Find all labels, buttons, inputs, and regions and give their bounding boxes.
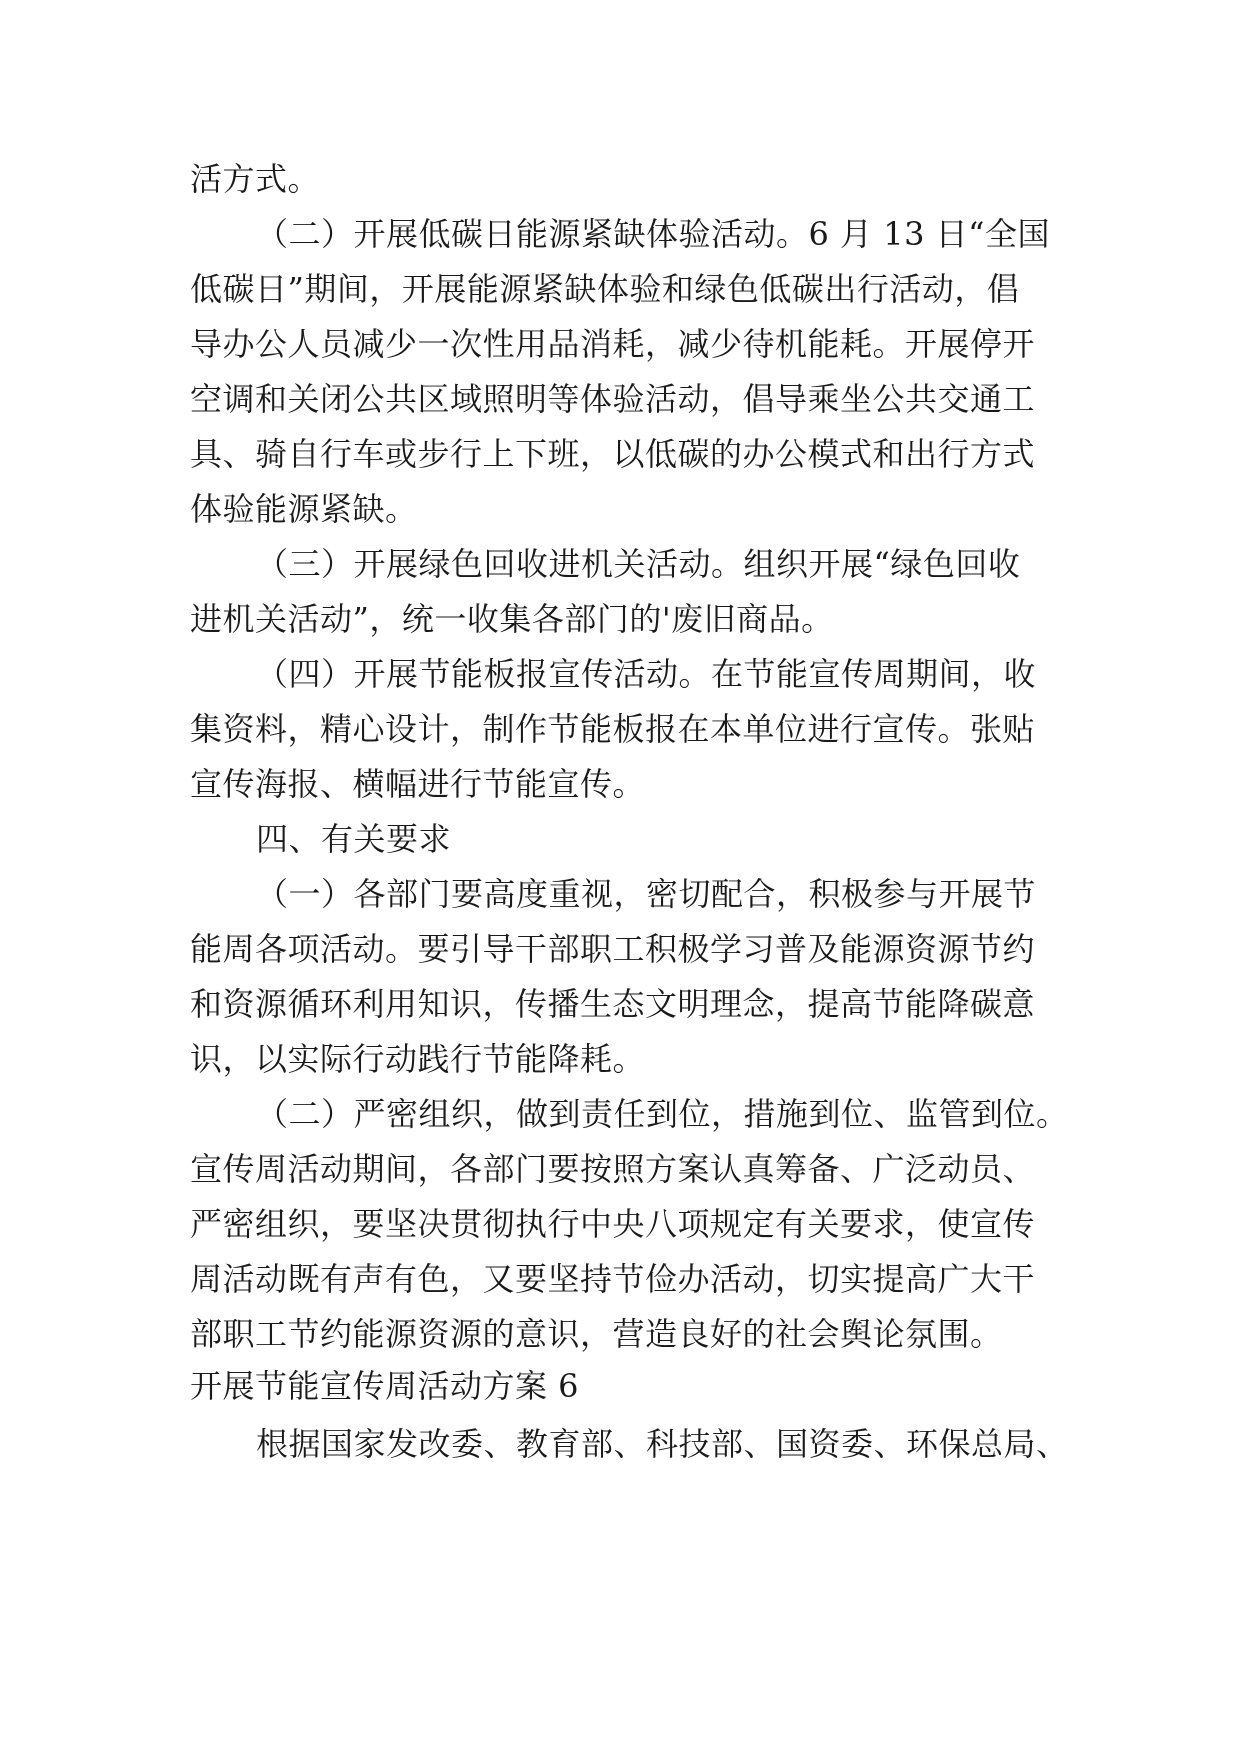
text-line: 低碳日”期间，开展能源紧缺体验和绿色低碳出行活动，倡 [190, 270, 1020, 308]
text-line: 体验能源紧缺。 [190, 490, 418, 528]
text-line: 宣传海报、横幅进行节能宣传。 [190, 765, 646, 803]
text-line: 导办公人员减少一次性用品消耗，减少待机能耗。开展停开 [190, 325, 1036, 363]
text-line: 进机关活动”，统一收集各部门的'废旧商品。 [190, 600, 834, 638]
text-line: 周活动既有声有色，又要坚持节俭办活动，切实提高广大干 [190, 1260, 1036, 1298]
text-line: （二）严密组织，做到责任到位，措施到位、监管到位。 [256, 1095, 1069, 1133]
text-line: 和资源循环利用知识，传播生态文明理念，提高节能降碳意 [190, 985, 1036, 1023]
text-line: 具、骑自行车或步行上下班，以低碳的办公模式和出行方式 [190, 435, 1036, 473]
text-line: 集资料，精心设计，制作节能板报在本单位进行宣传。张贴 [190, 710, 1036, 748]
text-line: 部职工节约能源资源的意识，营造良好的社会舆论氛围。 [190, 1315, 1003, 1353]
text-line: （四）开展节能板报宣传活动。在节能宣传周期间，收 [256, 655, 1037, 693]
text-line: （二）开展低碳日能源紧缺体验活动。6 月 13 日“全国 [256, 215, 1050, 253]
text-line: 空调和关闭公共区域照明等体验活动，倡导乘坐公共交通工 [190, 380, 1036, 418]
section-heading: 四、有关要求 [256, 820, 452, 858]
text-line: 活方式。 [190, 160, 321, 198]
text-line: 能周各项活动。要引导干部职工积极学习普及能源资源节约 [190, 930, 1036, 968]
text-line: 严密组织，要坚决贯彻执行中央八项规定有关要求，使宣传 [190, 1205, 1036, 1243]
text-line: 识，以实际行动践行节能降耗。 [190, 1040, 646, 1078]
text-line: 宣传周活动期间，各部门要按照方案认真筹备、广泛动员、 [190, 1150, 1036, 1188]
document-title: 开展节能宣传周活动方案 6 [190, 1367, 580, 1405]
text-line: （一）各部门要高度重视，密切配合，积极参与开展节 [256, 875, 1037, 913]
text-line: （三）开展绿色回收进机关活动。组织开展“绿色回收 [256, 545, 1021, 583]
text-line: 根据国家发改委、教育部、科技部、国资委、环保总局、 [256, 1425, 1069, 1463]
